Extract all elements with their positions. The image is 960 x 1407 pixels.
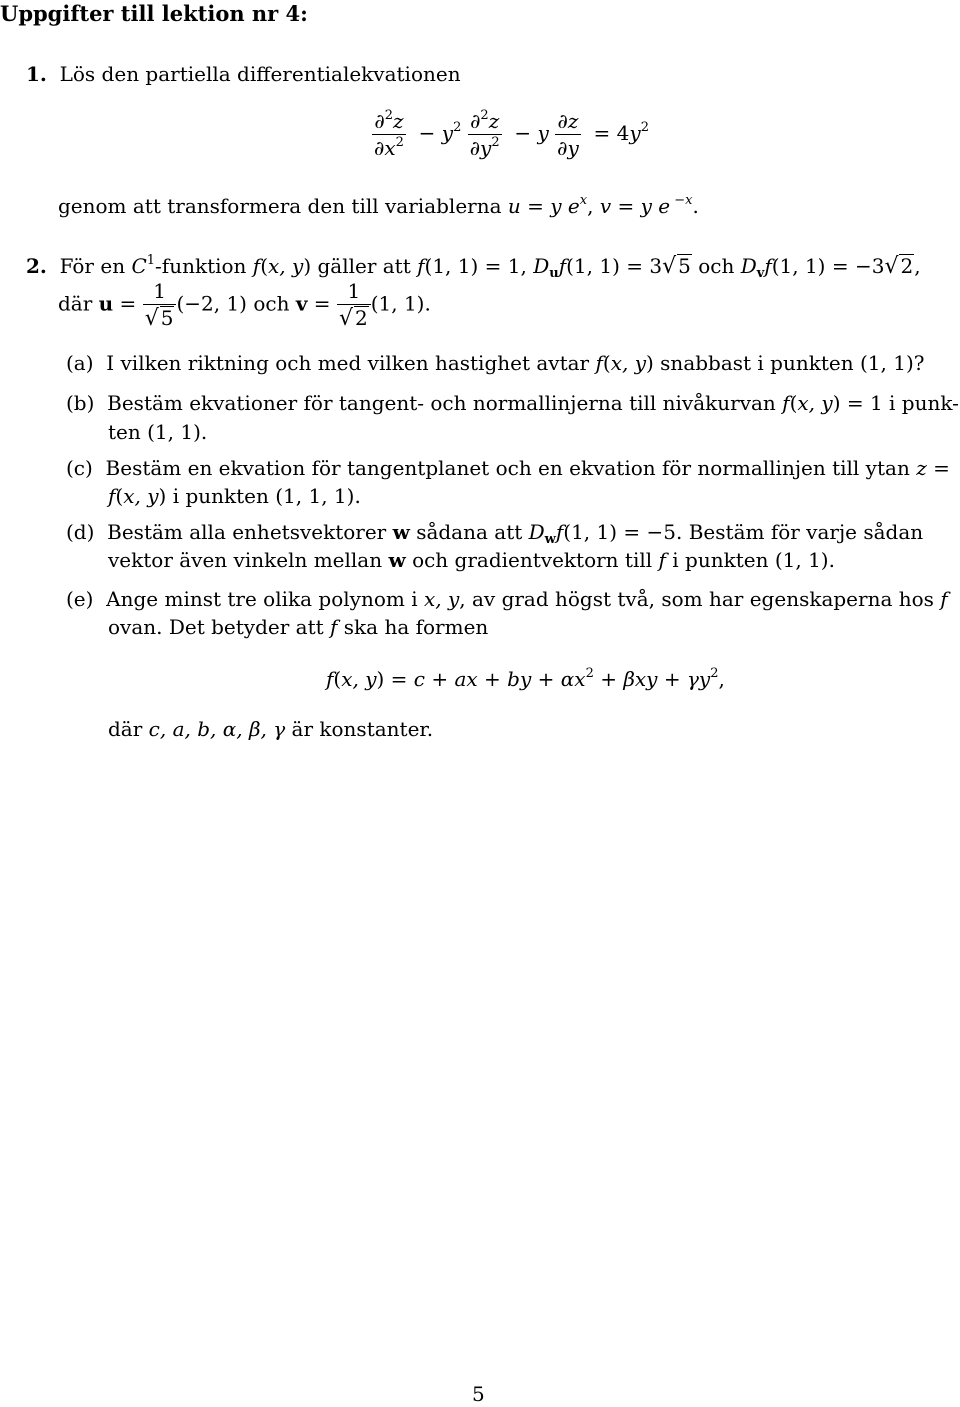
item-b-ten: ten [108,420,141,444]
problem-1-statement [26,61,461,87]
item-b-tail: i punk- [889,391,959,415]
item-b-label: (b) [66,391,95,415]
problem-2-number: 2. [26,254,47,278]
item-b-line2: ten (1, 1). [108,420,208,444]
page-number: 5 [472,1382,485,1406]
item-e-line2: ovan. Det betyder att f ska ha formen [108,615,489,639]
problem-2-statement: 2. För en $C^1$-funktion f(x, y) gäller att f(1, 1) = 1, $D_uf(1$, 1) = 3√ 5 och $D_vf(1$, 1) = −3√ 2, [26,253,921,281]
item-d-line2-text: vektor även vinkeln mellan [108,548,383,572]
constants-line: där c, a, b, α, β, γ är konstanter. [108,717,434,741]
pde-equation: $\frac{\partial^2z}{\partial x^2}$ − $y^2$ $\frac{\partial^2z}{\partial y^2}$ − y $\frac{\partial z}{\partial y}$ = $4y^2$ [374,108,649,160]
item-a-text: I vilken riktning och med vilken hastighet avtar [106,351,590,375]
item-a-label: (a) [66,351,94,375]
item-d-line2-text-b: och gradientvektorn till [412,548,653,572]
item-c: (c) Bestäm en ekvation för tangentplanet och en ekvation för normallinjen till ytan z = [66,456,950,480]
constants-tail: är konstanter. [291,717,434,741]
item-e-line2-text: ovan. Det betyder att [108,615,324,639]
problem-1-number: 1. [26,62,47,86]
problem-1-text: Lös den partiella differentialekvationen [59,62,461,86]
item-c-text: Bestäm en ekvation för tangentplanet och en ekvation för normallinjen till ytan [105,456,910,480]
item-b: (b) Bestäm ekvationer för tangent- och normallinjerna till nivåkurvan f(x, y) = 1 i punk- [66,391,959,415]
item-d-line2: vektor även vinkeln mellan w och gradientvektorn till f i punkten (1, 1). [108,548,835,572]
item-c-label: (c) [66,456,93,480]
item-e-line2-text-b: ska ha formen [343,615,489,639]
item-d: (d) Bestäm alla enhetsvektorer w sådana att $D_wf(1$, 1) = −5. Bestäm för varje sådan [66,520,924,547]
item-d-text: Bestäm alla enhetsvektorer [107,520,387,544]
intro-text-2: -funktion [155,254,247,278]
item-e-text: Ange minst tre olika polynom i [106,587,418,611]
dar-text: där [58,291,93,316]
item-a-tail: snabbast i punkten [660,351,854,375]
item-e-mid: av grad högst två, som har egenskaperna hos [471,587,934,611]
item-d-label: (d) [66,520,95,544]
item-d-mid: sådana att [416,520,523,544]
item-c-line2: f(x, y) i punkten (1, 1, 1). [108,484,361,508]
polynomial-form: f(x, y) = c + ax + by + $\alpha x^2 + \beta xy + \gamma y^2$, [326,666,725,691]
problem-2-vectors: där u = $\frac{1}{√ 5}$ (−2, 1) och v = $\frac{1}{√ 2}$ (1, 1). [58,279,431,331]
item-e: (e) Ange minst tre olika polynom i x, y, av grad högst två, som har egenskaperna hos f [66,587,948,611]
intro-text: För en [59,254,126,278]
item-a: (a) I vilken riktning och med vilken hastighet avtar f(x, y) snabbast i punkten (1, 1)? [66,351,925,375]
intro-text-3: gäller att [317,254,411,278]
problem-1-transform: genom att transformera den till variablerna u = y $e^x$, v = y e $^{-x}$. [58,193,699,218]
item-d-line2-text-c: i punkten [672,548,769,572]
item-c-tail: i punkten [172,484,269,508]
item-d-tail: Bestäm för varje sådan [688,520,924,544]
transform-intro: genom att transformera den till variablerna [58,194,502,218]
item-e-label: (e) [66,587,94,611]
page-title: Uppgifter till lektion nr 4: [0,1,308,26]
och-text-2: och [253,291,290,316]
och-text: och [698,254,735,278]
item-b-text: Bestäm ekvationer för tangent- och normallinjerna till nivåkurvan [107,391,776,415]
constants-dar: där [108,717,143,741]
